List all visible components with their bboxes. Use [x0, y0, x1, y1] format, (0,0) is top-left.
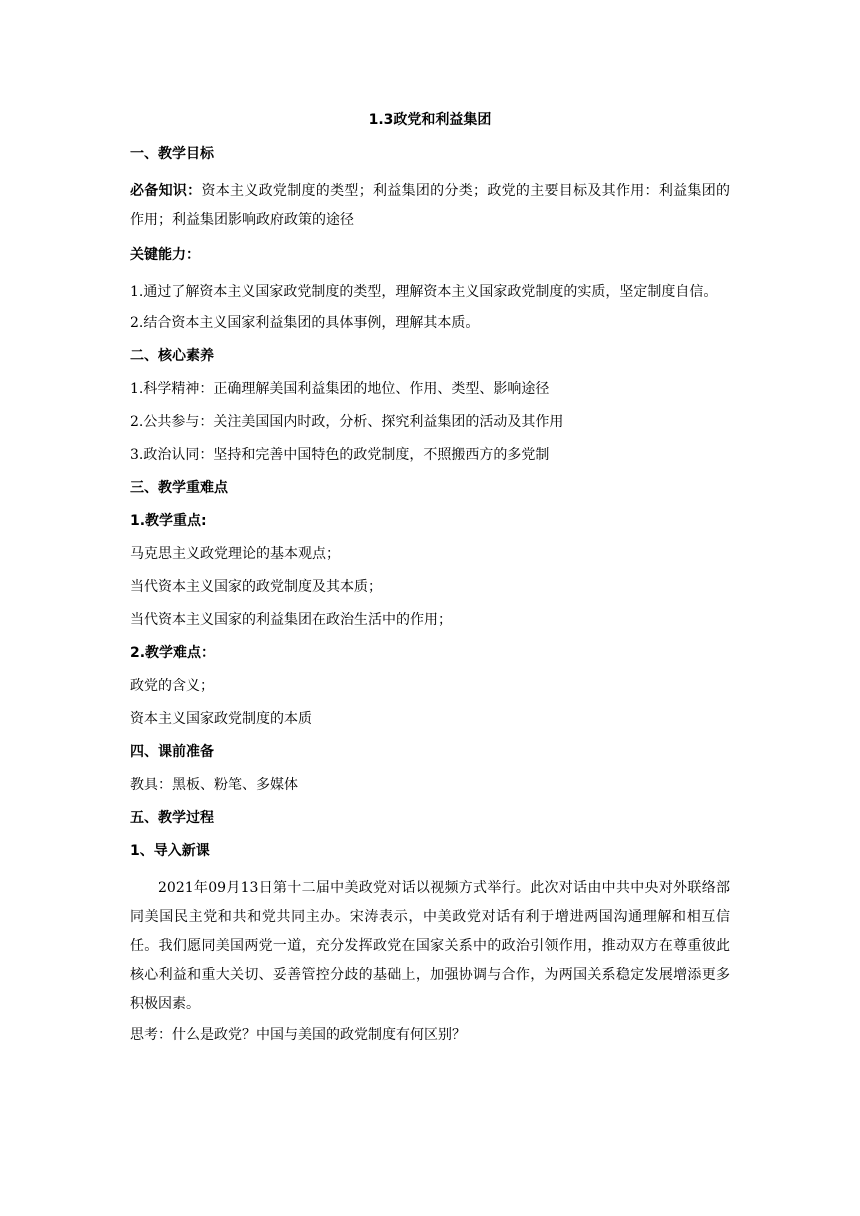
- document-title: 1.3政党和利益集团: [368, 112, 492, 128]
- literacy-item-1: 1.科学精神：正确理解美国利益集团的地位、作用、类型、影响途径: [130, 381, 550, 397]
- section-heading-preparation: 四、课前准备: [130, 744, 214, 760]
- literacy-item-3: 3.政治认同：坚持和完善中国特色的政党制度，不照搬西方的多党制: [130, 447, 550, 463]
- ability-heading: 关键能力：: [130, 247, 200, 263]
- intro-paragraph: 2021年09月13日第十二届中美政党对话以视频方式举行。此次对话由中共中央对外联络部同美国民主党和共和党共同主办。宋涛表示，中美政党对话有利于增进两国沟通理解和相互信任。我们愿同美国两党一道，充分发挥政党在国家关系中的政治引领作用，推动双方在尊重彼此核心利益和重大关切、妥善管控分歧的基础上，加强协调与合作，为两国关系稳定发展增添更多积极因素。: [130, 880, 730, 1012]
- intro-heading: 1、导入新课: [130, 843, 210, 859]
- ability-item-1: 1.通过了解资本主义国家政党制度的类型，理解资本主义国家政党制度的实质，坚定制度自信。: [130, 284, 718, 300]
- key-point-item-3: 当代资本主义国家的利益集团在政治生活中的作用；: [130, 612, 452, 628]
- key-point-item-2: 当代资本主义国家的政党制度及其本质；: [130, 579, 382, 595]
- key-points-heading: 1.教学重点:: [130, 513, 207, 529]
- key-point-item-1: 马克思主义政党理论的基本观点；: [130, 546, 340, 562]
- section-heading-key-difficulties: 三、教学重难点: [130, 480, 228, 496]
- difficult-point-item-1: 政党的含义；: [130, 678, 214, 694]
- ability-item-2: 2.结合资本主义国家利益集团的具体事例，理解其本质。: [130, 315, 480, 331]
- difficult-point-item-2: 资本主义国家政党制度的本质: [130, 711, 312, 727]
- literacy-item-2: 2.公共参与：关注美国国内时政，分析、探究利益集团的活动及其作用: [130, 414, 564, 430]
- thinking-question: 思考：什么是政党？中国与美国的政党制度有何区别？: [130, 1027, 466, 1043]
- knowledge-text: 资本主义政党制度的类型；利益集团的分类；政党的主要目标及其作用：利益集团的作用；利益集团影响政府政策的途径: [130, 183, 731, 228]
- document-body: [130, 110, 730, 1058]
- section-heading-teaching-process: 五、教学过程: [130, 810, 214, 826]
- difficult-points-heading: 2.教学难点：: [130, 645, 216, 661]
- section-heading-teaching-goals: 一、教学目标: [130, 146, 214, 162]
- section-heading-core-literacy: 二、核心素养: [130, 348, 214, 364]
- knowledge-label: 必备知识：: [130, 183, 202, 199]
- knowledge-paragraph: [130, 177, 730, 235]
- preparation-text: 教具：黑板、粉笔、多媒体: [130, 777, 298, 793]
